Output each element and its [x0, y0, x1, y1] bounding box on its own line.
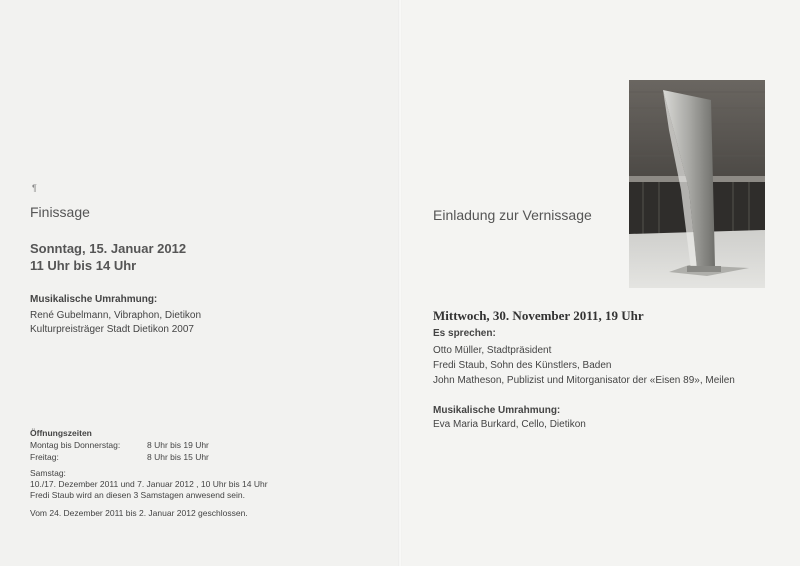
- saturday-line2: Fredi Staub wird an diesen 3 Samstagen anwesend sein.: [30, 490, 245, 500]
- finissage-time: 11 Uhr bis 14 Uhr: [30, 258, 137, 273]
- music-line1-right: Eva Maria Burkard, Cello, Dietikon: [433, 419, 586, 430]
- page-fold: [398, 0, 402, 566]
- closed-notice: Vom 24. Dezember 2011 bis 2. Januar 2012 geschlossen.: [30, 508, 248, 518]
- sculpture-photo: [629, 80, 765, 288]
- hours-row2-day: Freitag:: [30, 452, 59, 462]
- sculpture-base: [687, 266, 721, 272]
- speaker-3: John Matheson, Publizist und Mitorganisator der «Eisen 89», Meilen: [433, 375, 735, 386]
- finissage-title: Finissage: [30, 204, 90, 220]
- vernissage-title: Einladung zur Vernissage: [433, 207, 592, 223]
- hours-row2-time: 8 Uhr bis 15 Uhr: [147, 452, 209, 462]
- speaker-2: Fredi Staub, Sohn des Künstlers, Baden: [433, 360, 612, 371]
- music-label-right: Musikalische Umrahmung:: [433, 405, 561, 416]
- hours-row1-time: 8 Uhr bis 19 Uhr: [147, 440, 209, 450]
- speaker-1: Otto Müller, Stadtpräsident: [433, 345, 552, 356]
- music-line1-left: René Gubelmann, Vibraphon, Dietikon: [30, 310, 202, 321]
- opening-hours-label: Öffnungszeiten: [30, 428, 92, 438]
- hours-row1-day: Montag bis Donnerstag:: [30, 440, 121, 450]
- speakers-label: Es sprechen:: [433, 328, 496, 339]
- pen-mark: ¶: [32, 183, 37, 193]
- saturday-label: Samstag:: [30, 468, 66, 478]
- music-label-left: Musikalische Umrahmung:: [30, 294, 158, 305]
- music-line2-left: Kulturpreisträger Stadt Dietikon 2007: [30, 324, 194, 335]
- finissage-date: Sonntag, 15. Januar 2012: [30, 241, 187, 256]
- saturday-line1: 10./17. Dezember 2011 und 7. Januar 2012 , 10 Uhr bis 14 Uhr: [30, 479, 268, 489]
- vernissage-date: Mittwoch, 30. November 2011, 19 Uhr: [433, 308, 644, 323]
